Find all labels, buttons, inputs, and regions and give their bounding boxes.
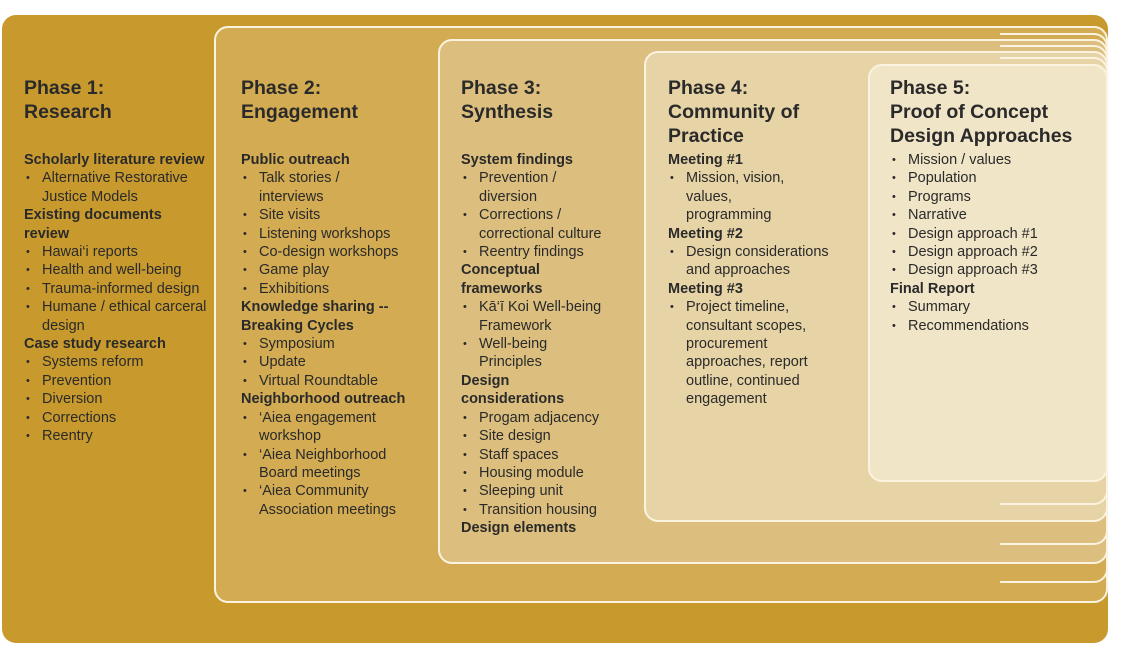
list-item: • Corrections / correctional culture [461, 206, 619, 243]
item-list [461, 169, 621, 261]
list-item: • Talk stories / interviews [241, 169, 369, 206]
list-item: • Programs [890, 188, 1100, 206]
section-heading: Meeting #1 [668, 152, 743, 168]
list-item: • Exhibitions [241, 280, 431, 298]
section-heading: Final Report [890, 280, 975, 297]
item-list [668, 243, 838, 280]
item-list [890, 298, 1100, 335]
item-list [24, 169, 209, 206]
phase-2-title [241, 76, 431, 124]
list-item: • Prevention [24, 372, 209, 390]
section-heading: Existing documents review [24, 207, 162, 242]
list-item: • Project timeline, consultant scopes, procurement approaches, report outline, continued engagement [668, 298, 836, 408]
section-heading: Case study research [24, 336, 166, 353]
item-list [241, 335, 431, 390]
list-item: • Kā‘ī Koi Well-being Framework [461, 298, 629, 335]
item-list [668, 298, 838, 408]
phase-4-title-line2: Community of Practice [668, 101, 800, 147]
item-list [461, 409, 621, 519]
list-item: • Co-design workshops [241, 243, 431, 261]
list-item: • Symposium [241, 335, 431, 353]
list-item: • Mission, vision, values, programming [668, 169, 801, 224]
list-item: • Recommendations [890, 317, 1100, 335]
phase-2-column [241, 76, 431, 519]
phase-5-title-line1: Phase 5: [890, 77, 971, 99]
list-item: • Corrections [24, 409, 209, 427]
phase-4-column [668, 76, 838, 409]
list-item: • Reentry findings [461, 243, 621, 261]
item-list [668, 169, 838, 224]
phase-3-title-line2: Synthesis [461, 101, 554, 123]
list-item: • Design approach #1 [890, 225, 1100, 243]
list-item: • Prevention / diversion [461, 169, 569, 206]
list-item: • Virtual Roundtable [241, 372, 431, 390]
section-heading: Meeting #2 [668, 225, 743, 242]
phase-5-title-line2: Proof of Concept Design Approaches [890, 101, 1073, 147]
list-item: • Staff spaces [461, 446, 621, 464]
item-list [461, 298, 621, 372]
list-item: • Listening workshops [241, 225, 431, 243]
list-item: • Design considerations and approaches [668, 243, 836, 280]
phase-2-title-line2: Engagement [241, 101, 359, 123]
list-item: • Design approach #2 [890, 243, 1100, 261]
section-heading: Design elements [461, 520, 577, 537]
phase-3-title-line1: Phase 3: [461, 77, 542, 99]
list-item: • Design approach #3 [890, 261, 1100, 279]
list-item: • Housing module [461, 464, 621, 482]
list-item: • Trauma-informed design [24, 280, 209, 298]
phase-5-title [890, 76, 1100, 148]
list-item: • Systems reform [24, 353, 209, 371]
phase-1-title [24, 76, 209, 124]
phase-3-title [461, 76, 621, 124]
list-item: • Progam adjacency [461, 409, 621, 427]
list-item: • Reentry [24, 427, 209, 445]
section-heading: Neighborhood outreach [241, 391, 406, 408]
list-item: • Hawai‘i reports [24, 243, 209, 261]
phase-4-title-line1: Phase 4: [668, 77, 749, 99]
section-heading: Design considerations [461, 372, 565, 408]
phase-3-column [461, 76, 621, 538]
item-list [890, 151, 1100, 280]
phase-1-column [24, 76, 209, 446]
list-item: • Well-being Principles [461, 335, 579, 372]
item-list [241, 409, 431, 519]
list-item: • ‘Aiea Neighborhood Board meetings [241, 446, 409, 483]
list-item: • Health and well-being [24, 261, 209, 279]
item-list [241, 169, 431, 298]
list-item: • Humane / ethical carceral design [24, 298, 209, 335]
phase-2-title-line1: Phase 2: [241, 77, 322, 99]
list-item: • Mission / values [890, 151, 1100, 169]
list-item: • Summary [890, 298, 1100, 316]
phase-5-column [890, 76, 1100, 335]
list-item: • Transition housing [461, 501, 621, 519]
section-heading: System findings [461, 152, 573, 168]
list-item: • Population [890, 169, 1100, 187]
list-item: • Alternative Restorative Justice Models [24, 169, 209, 206]
section-heading: Public outreach [241, 152, 350, 168]
section-heading: Scholarly literature review [24, 152, 205, 168]
list-item: • Diversion [24, 390, 209, 408]
list-item: • ‘Aiea Community Association meetings [241, 482, 419, 519]
section-heading: Conceptual frameworks [461, 262, 543, 297]
section-heading: Meeting #3 [668, 280, 743, 297]
list-item: • Update [241, 353, 431, 371]
list-item: • ‘Aiea engagement workshop [241, 409, 399, 446]
list-item: • Site design [461, 427, 621, 445]
phase-1-title-line2: Research [24, 101, 112, 123]
list-item: • Game play [241, 261, 431, 279]
list-item: • Site visits [241, 206, 431, 224]
section-heading: Knowledge sharing --Breaking Cycles [241, 299, 389, 334]
item-list [24, 243, 209, 335]
list-item: • Sleeping unit [461, 482, 621, 500]
phase-4-title [668, 76, 838, 148]
phase-1-title-line1: Phase 1: [24, 77, 105, 99]
item-list [24, 353, 209, 445]
list-item: • Narrative [890, 206, 1100, 224]
